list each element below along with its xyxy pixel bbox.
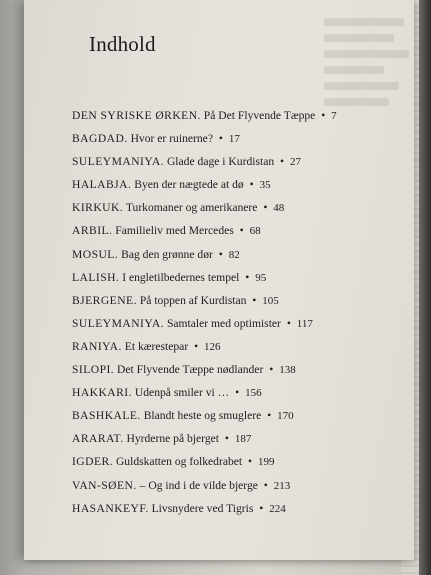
toc-entry-title: Familieliv med Mercedes [115,224,234,238]
bullet-separator: • [215,132,226,146]
toc-entry [72,104,412,127]
toc-entry [72,266,412,289]
toc-entry-page-number: 117 [296,317,313,330]
toc-entry [72,173,412,196]
toc-entry-place: IGDER. [72,455,114,469]
bullet-separator: • [249,293,260,307]
toc-entry-page-number: 187 [234,433,252,446]
toc-entry [72,219,412,242]
toc-entry [72,474,412,497]
bullet-separator: • [283,316,294,330]
toc-entry-place: ARBIL. [72,224,113,238]
toc-entry-place: DEN SYRISKE ØRKEN. [72,109,201,122]
toc-entry-place: RANIYA. [72,339,122,353]
toc-entry-place: MOSUL. [72,247,119,261]
toc-entry [72,289,412,312]
toc-entry [72,335,412,358]
toc-entry-title: Et kærestepar [124,339,189,353]
bullet-separator: • [191,339,202,353]
toc-entry-place: BAGDAD. [72,132,128,146]
toc-entry-title: Byen der nægtede at dø [134,178,244,192]
toc-entry-place: HASANKEYF. [72,501,149,515]
toc-entry-page-number: 138 [279,364,296,377]
toc-entry-title: – Og ind i de vilde bjerge [139,478,258,492]
toc-entry-title: Guldskatten og folkedrabet [115,455,243,469]
toc-entry-title: Det Flyvende Tæppe nødlander [117,363,264,377]
bullet-separator: • [264,409,275,423]
bullet-separator: • [245,455,256,469]
toc-entry [72,150,412,173]
toc-entry-title: Samtaler med optimister [166,316,281,330]
toc-entry-place: ARARAT. [72,432,124,446]
book-page [24,0,414,560]
toc-entry-title: Blandt heste og smuglere [143,409,262,423]
bullet-separator: • [260,478,271,492]
toc-entry-page-number: 7 [331,110,337,122]
bullet-separator: • [277,155,288,169]
toc-entry-title: Glade dage i Kurdistan [166,155,275,169]
toc-entry [72,381,412,404]
toc-entry-place: BJERGENE. [72,293,137,307]
toc-entry [72,497,412,520]
toc-entry-place: KIRKUK. [72,201,124,215]
toc-entry-place: LALISH. [72,270,120,284]
toc-entry-place: SULEYMANIYA. [72,155,165,169]
toc-entry-page-number: 17 [228,133,240,146]
toc-entry [72,312,412,335]
bullet-separator: • [318,109,329,122]
toc-entry-page-number: 199 [258,456,275,469]
page-title: Indhold [89,32,156,56]
bullet-separator: • [221,432,232,446]
bullet-separator: • [266,363,277,377]
toc-entry-page-number: 35 [259,179,271,192]
toc-entry-title: På toppen af Kurdistan [139,293,247,307]
toc-entry [72,358,412,381]
bullet-separator: • [260,201,271,215]
toc-entry-page-number: 224 [269,502,286,515]
toc-entry-title: I engletilbedernes tempel [122,270,240,284]
bullet-separator: • [246,178,257,192]
toc-entry-title: Bag den grønne dør [121,247,213,261]
toc-entry-place: HAKKARI. [72,386,132,400]
toc-entry-page-number: 48 [273,202,285,215]
bullet-separator: • [256,501,267,515]
bullet-separator: • [232,386,243,400]
toc-entry-page-number: 27 [290,156,302,169]
toc-entry-place: SILOPI. [72,363,115,377]
toc-entry-page-number: 126 [204,340,221,353]
toc-entry-page-number: 170 [277,410,294,423]
bullet-separator: • [215,247,226,261]
toc-entry [72,427,412,450]
toc-entry [72,404,412,427]
toc-entry [72,127,412,150]
toc-entry-place: HALABJA. [72,178,132,192]
toc-entry-place: SULEYMANIYA. [72,316,165,330]
toc-entry-title: Hvor er ruinerne? [130,132,213,146]
toc-entry [72,243,412,266]
toc-entry [72,196,412,219]
toc-entry-title: På Det Flyvende Tæppe [203,109,316,122]
toc-entry-page-number: 95 [255,271,267,284]
toc-entry-title: Udenpå smiler vi … [134,386,230,400]
bullet-separator: • [242,270,253,284]
toc-entry-title: Livsnydere ved Tigris [151,501,254,515]
toc-entry-page-number: 105 [262,294,279,307]
dark-background-edge [419,0,431,575]
toc-entry [72,450,412,473]
toc-entry-page-number: 68 [249,225,261,238]
toc-entry-page-number: 82 [228,248,240,261]
table-of-contents [72,104,412,520]
bullet-separator: • [236,224,247,238]
toc-entry-page-number: 156 [245,387,262,400]
toc-entry-place: BASHKALE. [72,409,141,423]
toc-entry-title: Hyrderne på bjerget [126,432,219,446]
toc-entry-page-number: 213 [273,479,291,492]
toc-entry-title: Turkomaner og amerikanere [125,201,258,215]
toc-entry-place: VAN-SØEN. [72,478,137,492]
